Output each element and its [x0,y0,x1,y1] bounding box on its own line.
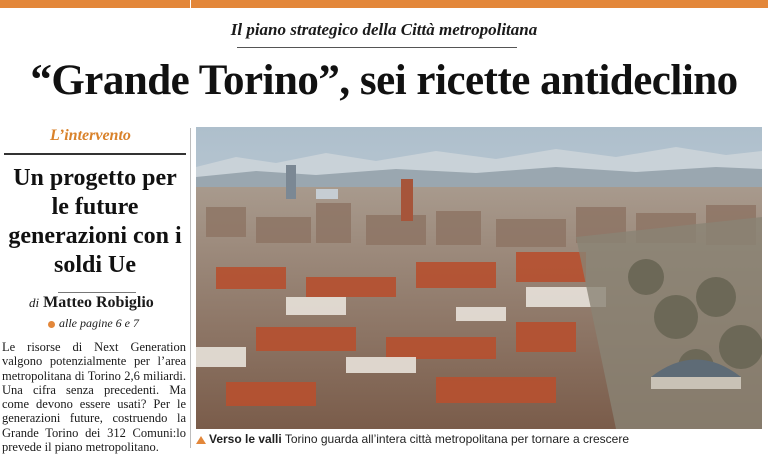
page-reference-text: alle pagine 6 e 7 [59,316,139,330]
top-rule-tick [190,0,191,8]
city-photo [196,127,762,429]
top-accent-rule [0,0,768,8]
caption-text: Torino guarda all’intera città metropolitana per tornare a crescere [284,432,630,446]
section-rule [4,153,186,155]
author-name[interactable]: Matteo Robiglio [43,294,154,311]
byline-prefix: di [29,295,40,310]
article-body: Le risorse di Next Generation valgono potenzialmente per l’area metropolitana di Torino 2,6 miliardi. Una cifra senza precedenti. Ma come devono essere usati? Per le generazioni future, costruendo la Grande Torino dei 312 Comuni:lo prevede il piano metropolitano. [2,340,186,455]
turin-skyline-illustration [196,127,762,429]
byline-rule [58,292,136,293]
bullet-dot-icon [48,321,55,328]
page-reference[interactable] [48,316,139,331]
subhead: Un progetto per le future generazioni con i soldi Ue [8,165,182,278]
column-divider [190,128,191,448]
section-label: L’intervento [50,127,131,144]
headline: “Grande Torino”, sei ricette antideclino [30,57,738,104]
photo-caption [196,432,629,446]
caption-triangle-icon [196,436,206,444]
caption-lead: Verso le valli [209,432,282,446]
byline [29,294,154,312]
kicker: Il piano strategico della Città metropolitana [230,20,538,39]
kicker-divider [237,47,517,48]
